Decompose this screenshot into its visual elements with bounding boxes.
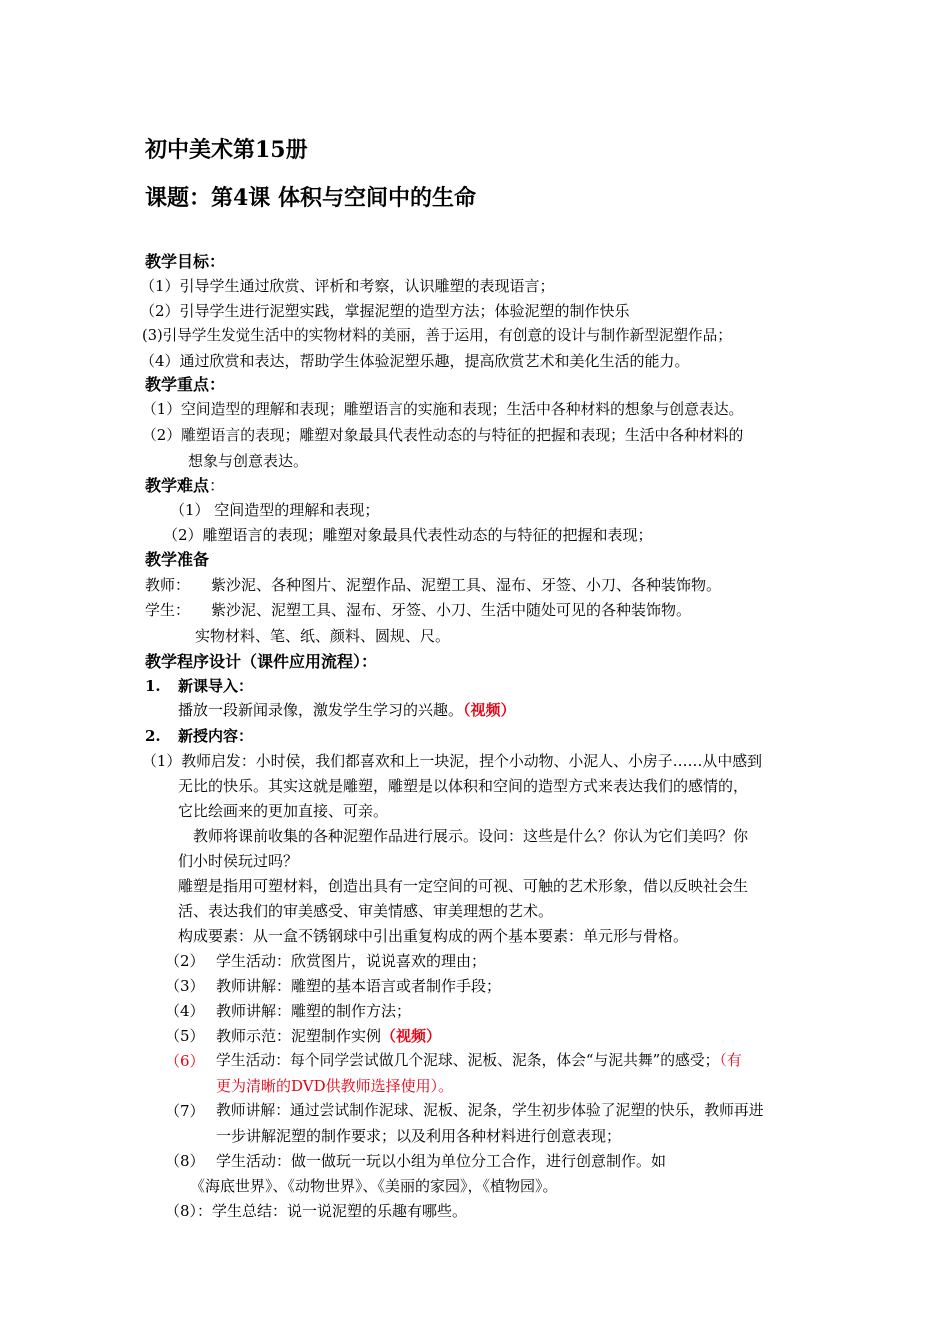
para1-line: （1）教师启发：小时侯，我们都喜欢和上一块泥，捏个小动物、小泥人、小房子……从中感到 — [142, 752, 762, 770]
difficulties-heading-colon: ： — [209, 476, 226, 495]
step6-text — [216, 1051, 742, 1071]
step-text: 学生活动：欣赏图片，说说喜欢的理由； — [216, 952, 487, 970]
teacher-label: 教师： — [145, 576, 191, 594]
step7-line: 一步讲解泥塑的制作要求；以及利用各种材料进行创意表现； — [216, 1127, 622, 1145]
lesson-title: 课题：第4课 体积与空间中的生命 — [145, 185, 476, 211]
para4-line: 构成要素：从一盒不锈钢球中引出重复构成的两个基本要素：单元形与骨格。 — [178, 927, 689, 945]
step1-number: 1. — [145, 677, 161, 695]
step2-title: 新授内容： — [178, 727, 254, 745]
para3-line: 活、表达我们的审美感受、审美情感、审美理想的艺术。 — [178, 902, 554, 920]
objective-item: (3)引导学生发觉生活中的实物材料的美丽，善于运用，有创意的设计与制作新型泥塑作品； — [142, 327, 732, 344]
step2-number: 2. — [145, 727, 161, 745]
objectives-heading: 教学目标： — [145, 252, 226, 271]
step-text — [216, 1026, 441, 1046]
step8-line: 学生活动：做一做玩一玩以小组为单位分工合作，进行创意制作。如 — [216, 1152, 667, 1170]
step5-desc: 教师示范：泥塑制作实例 — [216, 1027, 382, 1045]
step1-title: 新课导入： — [178, 677, 254, 695]
para1-line: 它比绘画来的更加直接、可亲。 — [178, 802, 389, 820]
keypoint-item: （2）雕塑语言的表现；雕塑对象最具代表性动态的与特征的把握和表现；生活中各种材料的 — [142, 427, 744, 444]
objective-item: （2）引导学生进行泥塑实践，掌握泥塑的造型方法；体验泥塑的制作快乐 — [140, 302, 630, 320]
para3-line: 雕塑是指用可塑材料，创造出具有一定空间的可视、可触的艺术形象，借以反映社会生 — [178, 877, 749, 895]
dvd-note-cont: 更为清晰的DVD供教师选择使用）。 — [216, 1077, 454, 1095]
video-tag: （视频） — [463, 701, 516, 719]
preparation-heading: 教学准备 — [145, 550, 210, 569]
para2-line: 们小时侯玩过吗？ — [178, 852, 299, 870]
dvd-note: （有 — [719, 1052, 742, 1069]
step-number: （3） — [165, 977, 205, 995]
keypoints-heading: 教学重点： — [145, 375, 226, 394]
step-number: （5） — [165, 1027, 205, 1045]
difficulties-heading-text: 教学难点 — [145, 476, 210, 495]
keypoint-item: 想象与创意表达。 — [188, 452, 309, 470]
video-tag: （视频） — [381, 1027, 442, 1045]
para2-line: 教师将课前收集的各种泥塑作品进行展示。设问：这些是什么？你认为它们美吗？你 — [193, 827, 749, 845]
student-materials-cont: 实物材料、笔、纸、颜料、圆规、尺。 — [195, 627, 451, 645]
difficulty-item: （1） 空间造型的理解和表现； — [170, 501, 380, 519]
objective-item: （1）引导学生通过欣赏、评析和考察，认识雕塑的表现语言； — [140, 277, 555, 295]
step-number: （4） — [165, 1002, 205, 1020]
summary-line: （8）：学生总结：说一说泥塑的乐趣有哪些。 — [165, 1202, 468, 1220]
procedure-heading: 教学程序设计（课件应用流程）： — [145, 652, 378, 671]
step1-desc: 播放一段新闻录像，激发学生学习的兴趣。 — [178, 701, 464, 719]
para1-line: 无比的快乐。其实这就是雕塑，雕塑是以体积和空间的造型方式来表达我们的感情的， — [178, 777, 749, 795]
step-text: 教师讲解：雕塑的制作方法； — [216, 1002, 412, 1020]
step8-number: （8） — [165, 1152, 205, 1170]
step7-number: （7） — [165, 1102, 205, 1120]
step-number: （2） — [165, 952, 205, 970]
keypoint-item: （1）空间造型的理解和表现；雕塑语言的实施和表现；生活中各种材料的想象与创意表达。 — [142, 401, 744, 418]
student-materials: 紫沙泥、泥塑工具、湿布、牙签、小刀、生活中随处可见的各种装饰物。 — [211, 601, 692, 619]
step8-line: 《海底世界》、《动物世界》、《美丽的家园》，《植物园》。 — [190, 1177, 558, 1195]
objective-item: （4）通过欣赏和表达，帮助学生体验泥塑乐趣，提高欣赏艺术和美化生活的能力。 — [140, 352, 690, 370]
teacher-materials: 紫沙泥、各种图片、泥塑作品、泥塑工具、湿布、牙签、小刀、各种装饰物。 — [211, 576, 722, 594]
step6-desc: 学生活动：每个同学尝试做几个泥球、泥板、泥条，体会“与泥共舞”的感受； — [216, 1052, 720, 1069]
difficulty-item: （2）雕塑语言的表现；雕塑对象最具代表性动态的与特征的把握和表现； — [163, 526, 653, 544]
difficulties-heading — [145, 475, 225, 497]
step1-text — [178, 700, 516, 720]
step6-number: （6） — [165, 1052, 205, 1070]
student-label: 学生： — [145, 601, 191, 619]
step-text: 教师讲解：雕塑的基本语言或者制作手段； — [216, 977, 502, 995]
book-title: 初中美术第15册 — [145, 137, 308, 163]
step7-line: 教师讲解：通过尝试制作泥球、泥板、泥条，学生初步体验了泥塑的快乐，教师再进 — [216, 1102, 764, 1119]
